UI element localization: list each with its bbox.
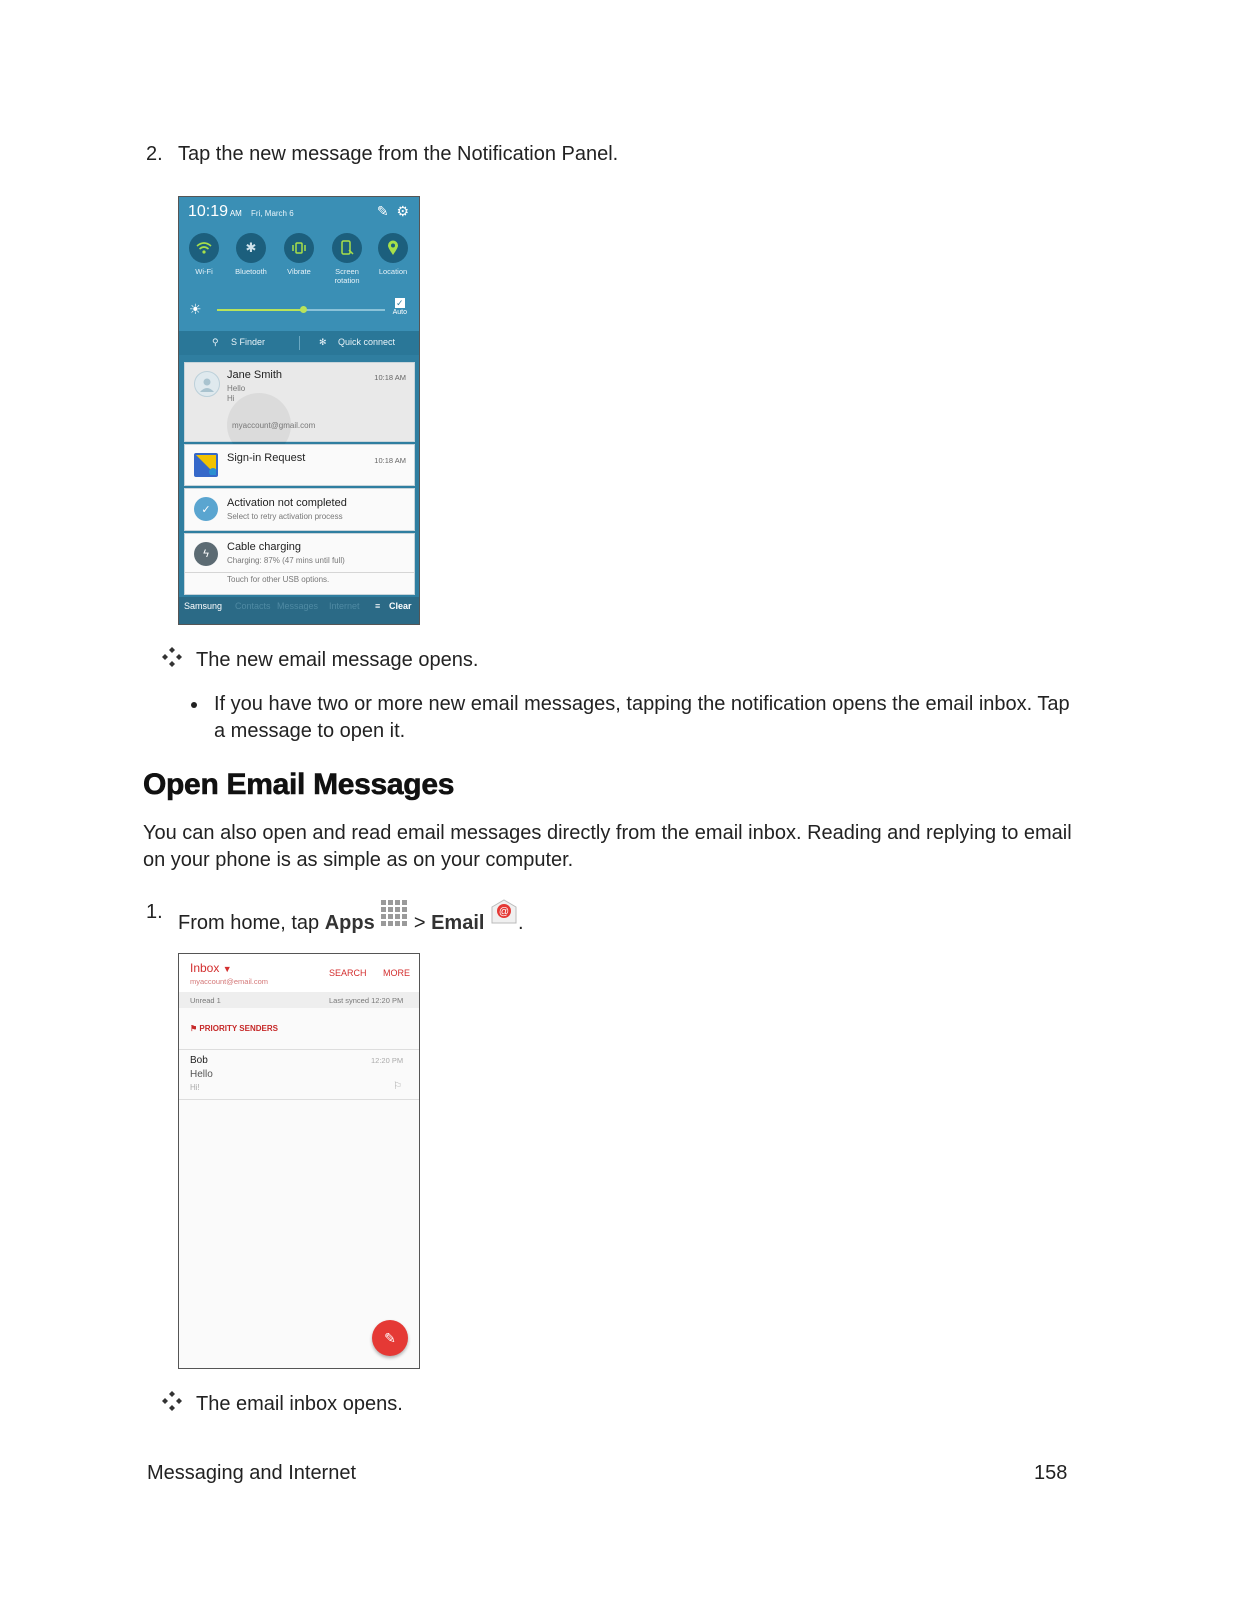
notification-title: Cable charging [227, 541, 301, 553]
inbox-account: myaccount@email.com [190, 977, 269, 986]
message-preview: Hi! [190, 1083, 200, 1092]
tab-samsung[interactable]: Samsung [184, 601, 223, 611]
result-text: The email inbox opens. [196, 1393, 403, 1415]
notification-time: 10:18 AM [374, 456, 406, 465]
inbox-header [179, 954, 419, 992]
step-number: 2. [146, 143, 163, 165]
last-synced: Last synced 12:20 PM [329, 996, 404, 1005]
notification-email[interactable] [184, 362, 415, 442]
brightness-icon: ☀ [189, 301, 202, 317]
notification-time: 10:18 AM [374, 373, 406, 382]
quick-setting-label: Bluetooth [235, 267, 267, 276]
lightning-icon: ϟ [194, 542, 218, 566]
diamond-bullet-icon [161, 1390, 183, 1412]
email-app-icon [490, 899, 518, 933]
bluetooth-icon: ✱ [236, 233, 266, 263]
inbox-screenshot [178, 953, 420, 1369]
notification-line: Select to retry activation process [227, 512, 343, 521]
tab-internet[interactable]: Internet [329, 601, 360, 611]
quick-setting-label: Vibrate [287, 267, 311, 276]
compose-button[interactable] [372, 1320, 408, 1356]
clear-button[interactable]: Clear [389, 601, 412, 611]
message-sender: Bob [190, 1055, 208, 1066]
time-ampm: AM [229, 209, 242, 218]
location-icon [378, 233, 408, 263]
signin-request-icon [194, 453, 218, 477]
notification-activation[interactable] [184, 488, 415, 531]
brightness-fill [217, 309, 303, 311]
panel-bottom-bar [179, 597, 419, 624]
result-text: The new email message opens. [196, 649, 479, 671]
sync-bar [179, 992, 419, 1008]
avatar [194, 371, 220, 397]
divider [179, 1099, 419, 1100]
apps-label: Apps [324, 912, 375, 934]
section-heading: Open Email Messages [143, 768, 455, 801]
divider [299, 336, 300, 350]
step-text [178, 899, 524, 937]
priority-icon: ⚑ [190, 1024, 198, 1033]
message-subject: Hello [190, 1069, 213, 1080]
quick-setting-location[interactable] [371, 233, 415, 276]
notification-line: Charging: 87% (47 mins until full) [227, 556, 345, 565]
quick-setting-vibrate[interactable] [277, 233, 321, 276]
step-number: 1. [146, 901, 163, 923]
inbox-title[interactable] [190, 961, 232, 975]
apps-grid-icon [380, 899, 408, 935]
edit-icon[interactable]: ✎ [376, 203, 389, 219]
flag-icon[interactable]: ⚐ [393, 1081, 402, 1092]
bullet-text: If you have two or more new email messages, tapping the notification opens the email inbox. Tap a message to open it. [214, 693, 1070, 742]
panel-top-icons [377, 203, 409, 220]
gear-icon[interactable]: ⚙ [396, 203, 409, 219]
s-finder-button[interactable]: S Finder [231, 337, 266, 347]
tab-messages[interactable]: Messages [277, 601, 319, 611]
divider [179, 1049, 419, 1050]
inbox-title-label: Inbox [190, 961, 220, 975]
wifi-icon [189, 233, 219, 263]
time-value: 10:19 [188, 203, 229, 220]
notification-title: Sign-in Request [227, 452, 306, 464]
quick-connect-button[interactable]: Quick connect [338, 337, 396, 347]
step-separator: > [408, 912, 432, 934]
notification-title: Jane Smith [227, 369, 283, 381]
tab-contacts[interactable]: Contacts [235, 601, 271, 611]
clear-icon: ≡ [375, 601, 381, 611]
step-suffix: . [518, 912, 524, 934]
auto-label: Auto [392, 309, 407, 316]
unread-count: Unread 1 [190, 996, 221, 1005]
brightness-knob[interactable] [300, 306, 307, 313]
page-number: 158 [1034, 1462, 1068, 1484]
bullet-dot [191, 702, 197, 708]
email-label: Email [431, 912, 485, 934]
vibrate-icon [284, 233, 314, 263]
check-circle-icon: ✓ [194, 497, 218, 521]
checkbox-icon: ✓ [396, 298, 404, 308]
footer-section: Messaging and Internet [147, 1462, 357, 1484]
search-icon: ⚲ [212, 337, 219, 347]
quick-connect-icon: ✻ [319, 337, 327, 347]
notification-title: Activation not completed [227, 497, 347, 509]
status-date: Fri, March 6 [251, 209, 294, 218]
compose-icon: ✎ [384, 1329, 396, 1346]
brightness-slider[interactable] [187, 298, 411, 319]
section-intro: You can also open and read email messages directly from the email inbox. Reading and replying to email on your phone is as simple as on your computer. [143, 822, 1072, 871]
search-button[interactable]: SEARCH [329, 968, 367, 978]
notification-line: Hi [227, 394, 235, 403]
notification-signin[interactable] [184, 444, 415, 486]
screen-rotation-icon [332, 233, 362, 263]
notification-line: Hello [227, 384, 246, 393]
priority-label: PRIORITY SENDERS [199, 1024, 278, 1033]
message-time: 12:20 PM [371, 1056, 404, 1065]
quick-setting-label: Wi-Fi [195, 267, 213, 276]
notification-account: myaccount@gmail.com [232, 421, 316, 430]
priority-senders[interactable] [190, 1024, 278, 1033]
notification-line: Touch for other USB options. [227, 575, 330, 584]
auto-brightness-checkbox[interactable] [393, 298, 407, 316]
notification-charging[interactable] [184, 533, 415, 595]
svg-text:@: @ [498, 906, 510, 918]
quick-setting-wifi[interactable] [182, 233, 226, 276]
quick-setting-bluetooth[interactable] [229, 233, 273, 276]
quick-setting-screen-rotation[interactable] [325, 233, 369, 285]
step-text: Tap the new message from the Notification Panel. [178, 143, 619, 165]
status-time [188, 203, 242, 221]
notification-panel-screenshot [178, 196, 420, 625]
quick-setting-label: Screen rotation [334, 267, 360, 285]
step-prefix: From home, tap [178, 912, 325, 934]
dropdown-arrow-icon: ▼ [222, 964, 232, 974]
more-button[interactable]: MORE [383, 968, 410, 978]
diamond-bullet-icon [161, 646, 183, 668]
divider [185, 572, 414, 573]
quick-setting-label: Location [378, 267, 408, 276]
finder-row [179, 331, 419, 355]
